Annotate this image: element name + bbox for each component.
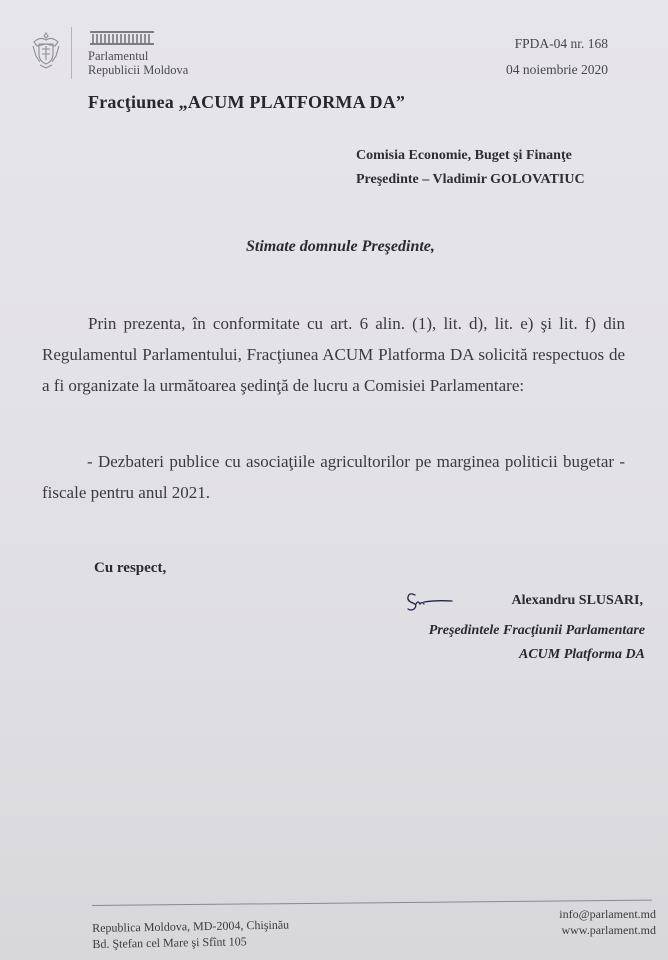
signatory-name: Alexandru SLUSARI, — [511, 593, 643, 608]
reference-number: FPDA-04 nr. 168 — [514, 36, 608, 51]
institution-name — [88, 50, 188, 77]
letter-body — [42, 308, 625, 401]
footer-address-line2: Bd. Ştefan cel Mare şi Sfînt 105 — [92, 934, 247, 951]
signatory-title — [429, 619, 645, 667]
footer-website: www.parlament.md — [561, 923, 656, 937]
faction-title: Fracţiunea „ACUM PLATFORMA DA” — [88, 92, 406, 112]
agenda-item-text: - Dezbateri publice cu asociaţiile agricultorilor pe marginea politicii bugetar - fiscale pentru anul 2021. — [42, 452, 625, 502]
closing: Cu respect, — [94, 560, 167, 576]
agenda-item — [42, 446, 625, 508]
institution-name-line2: Republicii Moldova — [88, 62, 189, 77]
coat-of-arms-icon — [28, 30, 64, 70]
parliament-building-icon — [90, 31, 154, 45]
footer-email: info@parlament.md — [559, 907, 656, 921]
signatory-title-line1: Preşedintele Fracţiunii Parlamentare — [428, 623, 645, 638]
addressee-president: Preşedinte – Vladimir GOLOVATIUC — [356, 172, 585, 187]
request-paragraph: Prin prezenta, în conformitate cu art. 6 alin. (1), lit. d), lit. e) şi lit. f) din Regulamentul Parlamentului, Fracţiunea ACUM Platforma DA solicită respectuos de a fi organizate la următoarea şedinţă de lucru a Comisiei Parlamentare: — [42, 314, 625, 395]
footer-address — [92, 917, 290, 952]
footer-address-line1: Republica Moldova, MD-2004, Chişinău — [92, 917, 290, 935]
addressee-block — [356, 144, 585, 192]
header-divider — [71, 27, 72, 79]
institution-name-line1: Parlamentul — [88, 49, 149, 63]
document-date: 04 noiembrie 2020 — [506, 62, 608, 77]
signatory-title-line2: ACUM Platforma DA — [518, 647, 645, 662]
handwritten-signature-icon — [405, 590, 455, 612]
salutation: Stimate domnule Preşedinte, — [246, 238, 435, 255]
footer-contact — [559, 906, 656, 938]
addressee-committee: Comisia Economie, Buget şi Finanţe — [356, 148, 572, 163]
